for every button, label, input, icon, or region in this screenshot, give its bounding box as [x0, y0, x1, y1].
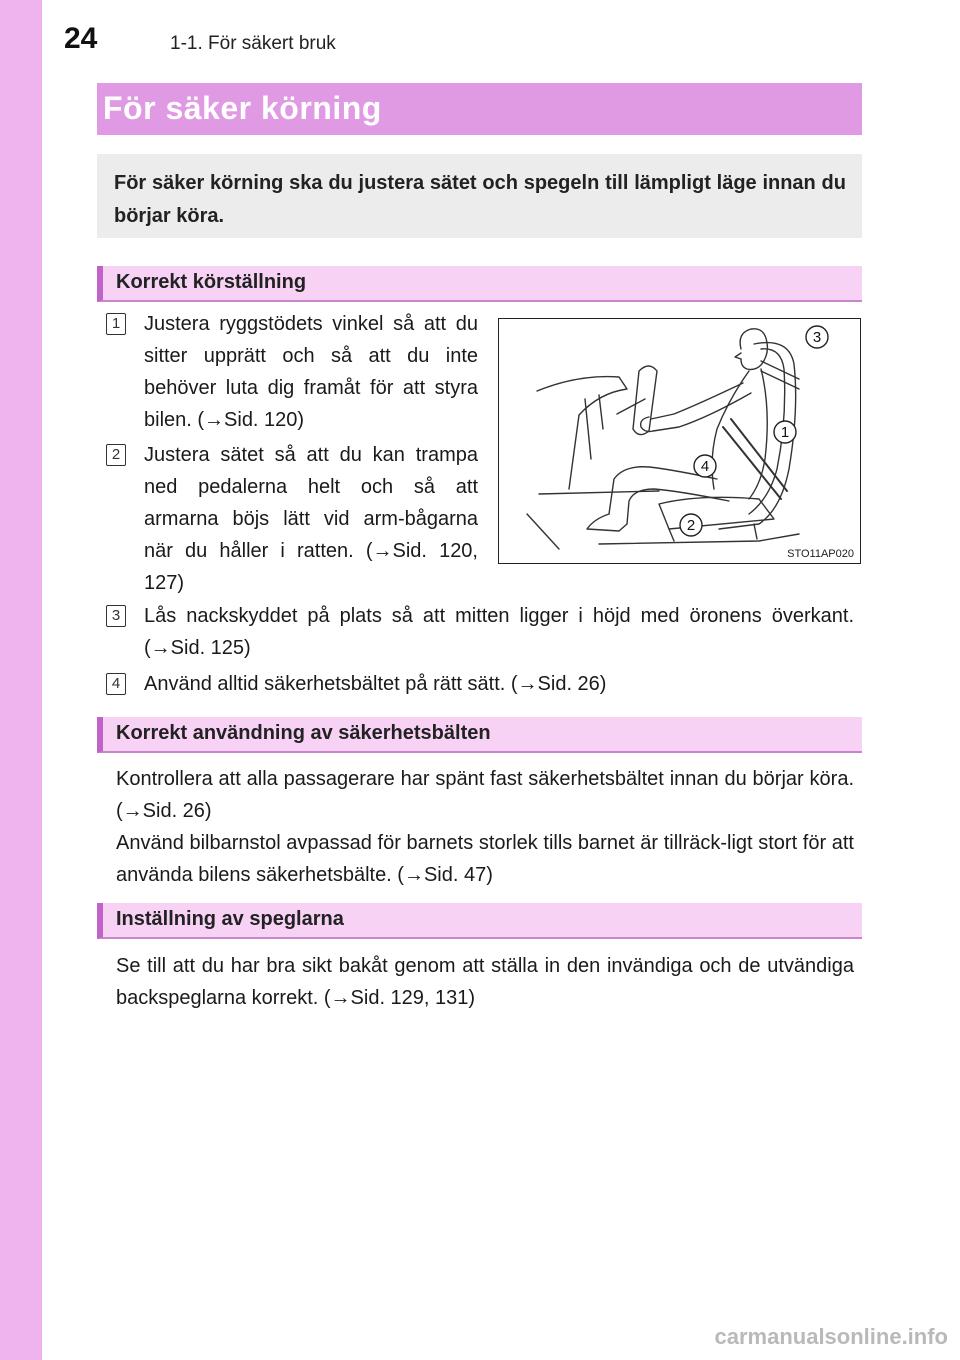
section-heading-text: Korrekt användning av säkerhetsbälten	[116, 722, 491, 744]
title-bar	[97, 83, 862, 135]
callout-4: 4	[700, 458, 710, 475]
item-number-badge: 3	[106, 605, 126, 627]
paragraph: Använd bilbarnstol avpassad för barnets storlek tills barnet är tillräck-ligt stort för att använda bilens säkerhetsbälte. (→Sid. 47)	[116, 832, 854, 886]
watermark: carmanualsonline.info	[714, 1324, 948, 1349]
item-number-badge: 2	[106, 444, 126, 466]
callout-3: 3	[812, 329, 822, 346]
list-item: Justera sätet så att du kan trampa ned pedalerna helt och så att armarna böjs lätt vid arm-bågarna när du håller i ratten. (→Sid. 120, 127)	[144, 444, 478, 594]
paragraph: Se till att du har bra sikt bakåt genom att ställa in den invändiga och de utvändiga backspeglarna korrekt. (→Sid. 129, 131)	[116, 955, 854, 1009]
driver-seat-drawing	[499, 319, 859, 562]
section-heading-text: Inställning av speglarna	[116, 908, 344, 930]
driving-posture-illustration	[498, 318, 861, 564]
callout-1: 1	[780, 424, 790, 441]
item-number-badge: 4	[106, 673, 126, 695]
list-item: Använd alltid säkerhetsbältet på rätt sätt. (→Sid. 26)	[144, 673, 607, 695]
side-tab-strip	[0, 0, 42, 1360]
section-heading-belts	[97, 717, 862, 753]
running-head: 1-1. För säkert bruk	[170, 33, 336, 54]
page-number: 24	[64, 22, 98, 55]
list-item: Lås nackskyddet på plats så att mitten ligger i höjd med öronens överkant. (→Sid. 125)	[144, 605, 854, 659]
section-heading-mirrors	[97, 903, 862, 939]
page-title: För säker körning	[103, 90, 382, 126]
callout-2: 2	[686, 517, 696, 534]
figure-code: STO11AP020	[787, 548, 854, 560]
section-heading-posture	[97, 266, 862, 302]
intro-box: För säker körning ska du justera sätet och spegeln till lämpligt läge innan du börjar köra.	[97, 154, 862, 238]
section-heading-text: Korrekt körställning	[116, 271, 307, 293]
paragraph: Kontrollera att alla passagerare har spänt fast säkerhetsbältet innan du börjar köra. (→Sid. 26)	[116, 768, 854, 822]
item-number-badge: 1	[106, 313, 126, 335]
list-item: Justera ryggstödets vinkel så att du sitter upprätt och så att du inte behöver luta dig framåt för att styra bilen. (→Sid. 120)	[144, 313, 478, 431]
